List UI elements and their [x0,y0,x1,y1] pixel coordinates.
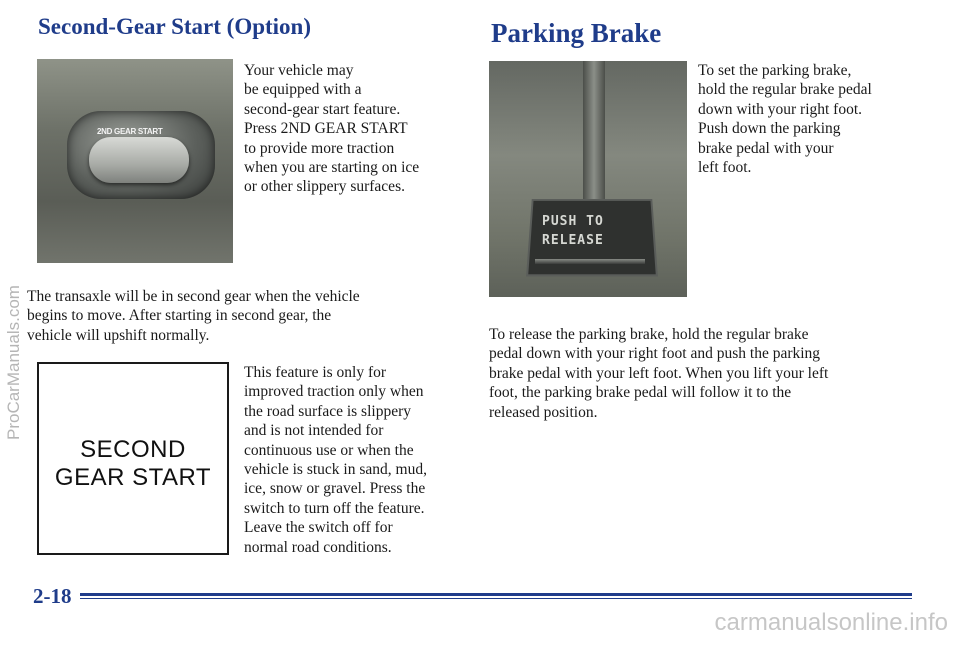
section-heading-parking-brake: Parking Brake [491,18,662,48]
side-watermark: ProCarManuals.com [4,285,23,440]
text-line: and is not intended for [244,422,384,440]
text-line: left foot. [698,159,752,177]
text-line: vehicle is stuck in sand, mud, [244,461,427,479]
text-line: be equipped with a [244,81,362,99]
text-line: This feature is only for [244,364,387,381]
text-line: down with your right foot. [698,100,863,118]
text-line: normal road conditions. [244,538,392,556]
text-line: The transaxle will be in second gear when the vehicle [27,288,360,305]
pedal-stripe [535,259,645,264]
pedal-label-line: PUSH TO [542,214,604,229]
text-line: improved traction only when [244,383,424,401]
transaxle-paragraph [27,287,360,345]
pedal-arm [583,61,605,201]
text-line: hold the regular brake pedal [698,81,872,99]
text-line: ice, snow or gravel. Press the [244,480,426,498]
text-line: brake pedal with your [698,139,834,157]
text-line: Your vehicle may [244,62,354,79]
text-line: the road surface is slippery [244,402,411,420]
text-line: Press 2ND GEAR START [244,120,408,138]
text-line: To set the parking brake, [698,62,852,79]
indicator-text-line: GEAR START [54,464,212,491]
footer-rule [80,598,912,599]
text-line: to provide more traction [244,139,395,157]
text-line: released position. [489,403,598,421]
text-line: second-gear start feature. [244,100,401,118]
page-number: 2-18 [33,584,72,608]
switch-label: 2ND GEAR START [97,127,163,136]
bottom-watermark: carmanualsonline.info [714,609,948,636]
text-line: when you are starting on ice [244,159,420,177]
text-line: vehicle will upshift normally. [27,326,210,344]
footer-rule [80,593,912,596]
text-line: or other slippery surfaces. [244,178,405,196]
feature-note-paragraph [244,363,427,557]
text-line: Push down the parking [698,120,841,138]
text-line: foot, the parking brake pedal will follow it to the [489,384,792,402]
second-gear-start-indicator [37,362,229,555]
text-line: continuous use or when the [244,441,414,459]
release-parking-brake-paragraph [489,325,828,422]
text-line: brake pedal with your left foot. When you lift your left [489,364,829,382]
pedal-label-line: RELEASE [542,233,604,248]
text-line: switch to turn off the feature. [244,499,425,517]
section-heading-second-gear-start: Second-Gear Start (Option) [38,14,312,39]
parking-brake-pedal-photo [489,61,687,297]
text-line: Leave the switch off for [244,519,393,537]
text-line: pedal down with your right foot and push the parking [489,345,821,363]
switch-button-image [89,137,189,183]
text-line: To release the parking brake, hold the regular brake [489,326,809,343]
set-parking-brake-paragraph [698,61,872,177]
indicator-text-line: SECOND [80,436,186,463]
text-line: begins to move. After starting in second gear, the [27,307,332,325]
second-gear-switch-photo [37,59,233,263]
intro-paragraph [244,61,419,197]
